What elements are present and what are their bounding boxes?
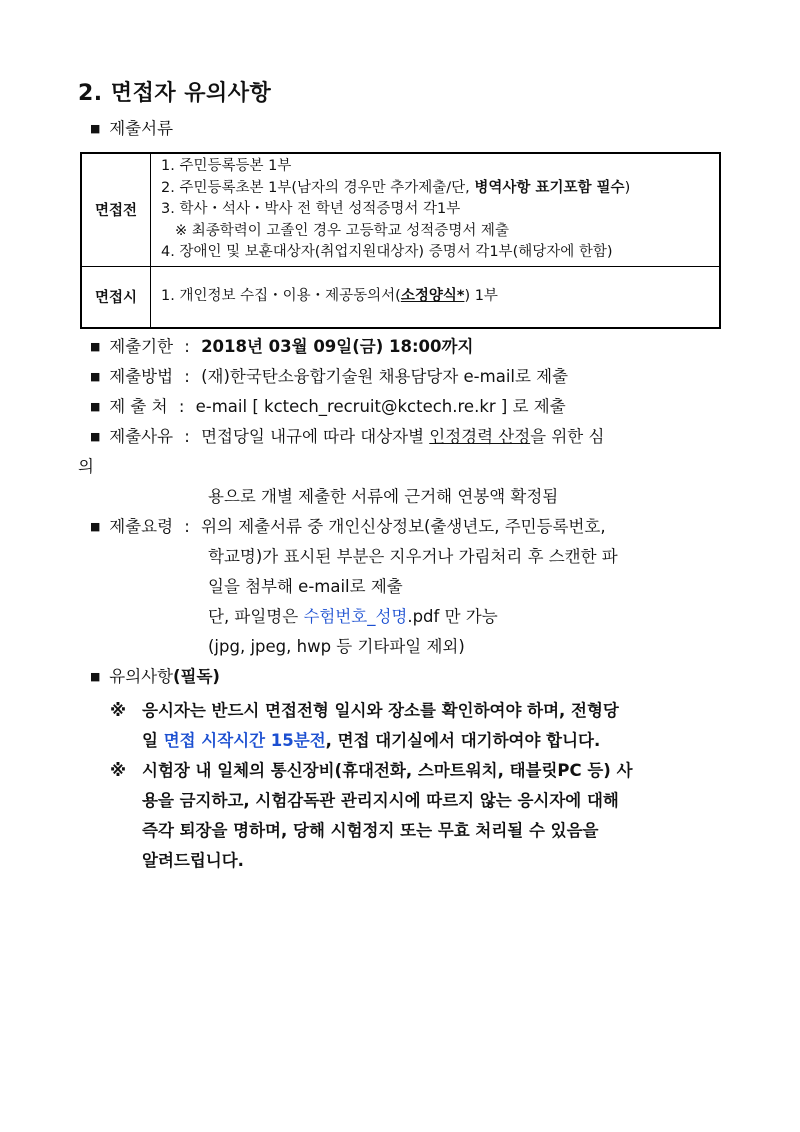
submission-docs-label: 제출서류 bbox=[109, 119, 174, 138]
guide-line1: 위의 제출서류 중 개인신상정보(출생년도, 주민등록번호, bbox=[201, 517, 606, 536]
deadline-value: 2018년 03월 09일(금) 18:00까지 bbox=[201, 337, 474, 356]
deadline-label: 제출기한 bbox=[109, 337, 174, 356]
doc-item-2: 2. 주민등록초본 1부(남자의 경우만 추가제출/단, 병역사항 표기포함 필수) bbox=[161, 179, 631, 196]
guide-line2: 학교명)가 표시된 부분은 지우거나 가림처리 후 스캔한 파 bbox=[208, 547, 618, 566]
doc-item-1: 1. 주민등록등본 1부 bbox=[161, 158, 292, 174]
reference-mark-icon: ※ bbox=[110, 761, 127, 780]
table-row-during-interview bbox=[81, 266, 720, 328]
military-required-note: 병역사항 표기포함 필수 bbox=[474, 179, 625, 196]
guide-line5: (jpg, jpeg, hwp 등 기타파일 제외) bbox=[208, 637, 465, 656]
row-head-during: 면접시 bbox=[81, 266, 151, 328]
guide-line3: 일을 첨부해 e-mail로 제출 bbox=[208, 577, 403, 596]
doc-item-4: 4. 장애인 및 보훈대상자(취업지원대상자) 증명서 각1부(해당자에 한함) bbox=[161, 244, 613, 260]
caution-note-1: ※ 응시자는 반드시 면접전형 일시와 장소를 확인하여야 하며, 전형당 일 면접 시작시간 15분전, 면접 대기실에서 대기하여야 합니다. bbox=[110, 696, 730, 756]
interview-arrival-time: 면접 시작시간 15분전 bbox=[163, 731, 326, 750]
bullet-address: ■ 제 출 처 : e-mail [ kctech_recruit@kctech.re.kr ] 로 제출 bbox=[90, 397, 566, 416]
bullet-square-icon: ■ bbox=[90, 122, 101, 135]
cautions-label: 유의사항(필독) bbox=[109, 667, 220, 686]
address-value: e-mail [ kctech_recruit@kctech.re.kr ] 로 제출 bbox=[195, 397, 566, 416]
method-label: 제출방법 bbox=[109, 367, 174, 386]
doc-item-3: 3. 학사・석사・박사 전 학년 성적증명서 각1부 bbox=[161, 201, 461, 217]
bullet-reason: ■ 제출사유 : 면접당일 내규에 따라 대상자별 인정경력 산정을 위한 심 bbox=[90, 427, 605, 446]
career-calc-underline: 인정경력 산정 bbox=[429, 427, 531, 446]
table-row-before-interview bbox=[81, 153, 720, 266]
row-body-before bbox=[151, 153, 721, 266]
reason-label: 제출사유 bbox=[109, 427, 174, 446]
reference-mark-icon: ※ bbox=[110, 701, 127, 720]
bullet-deadline: ■ 제출기한 : 2018년 03월 09일(금) 18:00까지 bbox=[90, 337, 474, 356]
method-value: (재)한국탄소융합기술원 채용담당자 e-mail로 제출 bbox=[201, 367, 569, 386]
bullet-cautions: ■ 유의사항(필독) bbox=[90, 667, 220, 686]
bullet-guide: ■ 제출요령 : 위의 제출서류 중 개인신상정보(출생년도, 주민등록번호, bbox=[90, 517, 606, 536]
row-body-during: 1. 개인정보 수집・이용・제공동의서(소정양식*) 1부 bbox=[151, 266, 721, 328]
bullet-method: ■ 제출방법 : (재)한국탄소융합기술원 채용담당자 e-mail로 제출 bbox=[90, 367, 569, 386]
caution-note-2: ※ 시험장 내 일체의 통신장비(휴대전화, 스마트워치, 태블릿PC 등) 사 용을 금지하고, 시험감독관 관리지시에 따르지 않는 응시자에 대해 즉각 퇴장을 명하며, 당해 시험정지 또는 무효 처리될 수 있음을 알려드립니다. bbox=[110, 756, 730, 876]
prescribed-form: 소정양식* bbox=[400, 288, 465, 304]
doc-item-3-note: ※ 최종학력이 고졸인 경우 고등학교 성적증명서 제출 bbox=[175, 222, 509, 239]
reason-line2: 용으로 개별 제출한 서류에 근거해 연봉액 확정됨 bbox=[208, 487, 559, 506]
row-head-before: 면접전 bbox=[81, 153, 151, 266]
address-label: 제 출 처 bbox=[109, 397, 168, 416]
bullet-submission-docs bbox=[90, 118, 173, 140]
filename-format: 수험번호_성명 bbox=[303, 607, 408, 626]
guide-label: 제출요령 bbox=[109, 517, 174, 536]
reason-wrap: 의 bbox=[78, 457, 94, 476]
guide-line4: 단, 파일명은 수험번호_성명.pdf 만 가능 bbox=[208, 607, 498, 626]
documents-table bbox=[80, 152, 721, 329]
section-title: 2. 면접자 유의사항 bbox=[78, 81, 272, 106]
